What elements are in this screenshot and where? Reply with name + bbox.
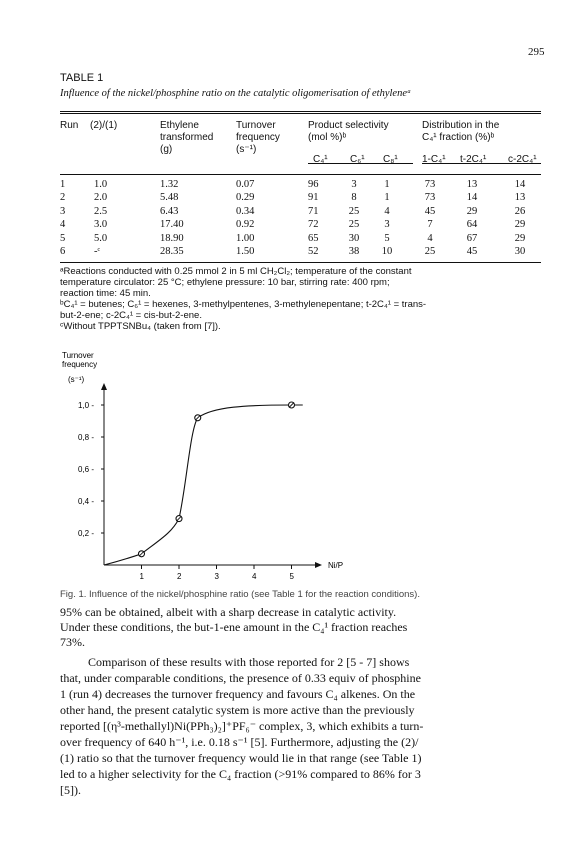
body-line: 1 (run 4) decreases the turnover frequency and favours C₄ alkenes. On the	[60, 687, 416, 701]
table-header-rule	[60, 174, 541, 175]
table-cell: 52	[308, 246, 319, 257]
y-axis-label-1: Turnover	[62, 351, 94, 360]
table-cell: 25	[348, 205, 360, 217]
table-cell: 29	[514, 219, 526, 231]
table-cell: 3	[384, 219, 390, 231]
table-cell: 71	[308, 205, 319, 217]
table-cell: 25	[424, 246, 436, 257]
subheader-t2c4: t-2C₄¹	[460, 154, 487, 165]
footnote-line: temperature circulator: 25 °C; ethylene pressure: 10 bar, stirring rate: 400 rpm;	[60, 277, 390, 288]
table-top-rule	[60, 111, 541, 112]
table-cell: 91	[308, 192, 319, 204]
y-axis-label-2: frequency	[62, 360, 98, 369]
table-cell: 72	[308, 219, 319, 231]
header-turnover-1: Turnover	[236, 120, 276, 131]
header-distribution-1: Distribution in the	[422, 120, 500, 131]
y-tick-label: 1,0 -	[78, 401, 95, 410]
table-cell: 1.00	[236, 232, 255, 244]
table-cell: 45	[424, 205, 436, 217]
body-line: 73%.	[60, 635, 85, 649]
table-cell: 26	[514, 205, 526, 217]
header-ethylene-1: Ethylene	[160, 120, 199, 131]
figure-caption: Fig. 1. Influence of the nickel/phosphine ratio (see Table 1 for the reaction conditions).	[60, 589, 420, 600]
x-tick-label: 5	[289, 572, 294, 581]
table-cell: 0.07	[236, 179, 255, 190]
table-cell: 3	[60, 205, 66, 217]
table-cell: 25	[348, 219, 360, 231]
table-cell: 4	[427, 232, 433, 244]
table-caption: Influence of the nickel/phosphine ratio on the catalytic oligomerisation of ethyleneᵃ	[60, 88, 412, 99]
body-line: 95% can be obtained, albeit with a sharp decrease in catalytic activity.	[60, 605, 397, 619]
table-cell: 1.0	[94, 179, 108, 190]
table-cell: 30	[514, 246, 526, 257]
y-axis-label-3: (s⁻¹)	[68, 375, 85, 384]
table-cell: 65	[308, 232, 319, 244]
table-cell: 2	[60, 192, 66, 204]
header-product-1: Product selectivity	[308, 120, 389, 131]
turnover-chart	[0, 345, 576, 585]
table-top-rule-2	[60, 113, 541, 114]
table-cell: 14	[466, 192, 478, 204]
table-cell: 5	[384, 232, 390, 244]
page-number: 295	[528, 46, 545, 58]
table-cell: 17.40	[160, 219, 184, 231]
y-tick-label: 0,2 -	[78, 529, 95, 538]
table-cell: 8	[351, 192, 357, 204]
subheader-c6: C₆¹	[350, 154, 365, 165]
table-bottom-rule	[60, 262, 541, 263]
body-line: led to a higher selectivity for the C₄ fraction (>91% compared to 86% for 3	[60, 767, 421, 781]
table-cell: 6.43	[160, 205, 179, 217]
y-tick-label: 0,6 -	[78, 465, 95, 474]
x-tick-label: 4	[252, 572, 257, 581]
table-cell: 7	[427, 219, 433, 231]
header-ratio: (2)/(1)	[90, 120, 118, 131]
y-tick-label: 0,8 -	[78, 433, 95, 442]
header-ethylene-2: transformed	[160, 132, 214, 143]
series-curve	[104, 405, 303, 565]
table-cell: 1.32	[160, 179, 179, 190]
table-cell: 0.92	[236, 219, 255, 231]
footnote-line: reaction time: 45 min.	[60, 288, 151, 299]
x-axis-label: Ni/P	[328, 561, 344, 570]
body-line: [5]).	[60, 783, 81, 797]
x-tick-label: 1	[139, 572, 144, 581]
data-points	[139, 402, 295, 557]
x-tick-label: 2	[177, 572, 182, 581]
table-cell: 5.0	[94, 232, 108, 244]
table-cell: 45	[466, 246, 478, 257]
table-cell: 5	[60, 232, 66, 244]
body-line: Under these conditions, the but-1-ene amount in the C₄¹ fraction reaches	[60, 620, 408, 634]
x-tick-label: 3	[214, 572, 219, 581]
header-distribution-2: C₄¹ fraction (%)ᵇ	[422, 132, 495, 143]
table-cell: 30	[348, 232, 360, 244]
table-cell: 0.34	[236, 205, 255, 217]
table-cell: 29	[466, 205, 478, 217]
footnote-line: ᵃReactions conducted with 0.25 mmol 2 in 5 ml CH₂Cl₂; temperature of the constant	[60, 266, 412, 277]
table-cell: 3.0	[94, 219, 108, 231]
body-line: that, under comparable conditions, the presence of 0.33 equiv of phosphine	[60, 671, 421, 685]
table-cell: 13	[514, 192, 526, 204]
table-cell: 73	[424, 192, 436, 204]
table-cell: 4	[60, 219, 66, 231]
subheader-1c4: 1-C₄¹	[422, 154, 446, 165]
axis-ticks	[78, 401, 295, 581]
footnote-line: ᶜWithout TPPTSNBu₄ (taken from [7]).	[60, 321, 221, 332]
subheader-c2c4: c-2C₄¹	[508, 154, 537, 165]
y-axis-arrow	[101, 383, 107, 390]
table-cell: 2.0	[94, 192, 108, 204]
footnote-line: but-2-ene; c-2C₄¹ = cis-but-2-ene.	[60, 310, 202, 321]
header-run: Run	[60, 120, 79, 131]
table-cell: 38	[348, 246, 360, 257]
x-axis-arrow	[315, 562, 322, 568]
y-tick-label: 0,4 -	[78, 497, 95, 506]
body-line: Comparison of these results with those reported for 2 [5 - 7] shows	[88, 655, 410, 669]
table-label: TABLE 1	[60, 72, 104, 84]
header-ethylene-3: (g)	[160, 144, 173, 155]
footnote-line: ᵇC₄¹ = butenes; C₆¹ = hexenes, 3-methylpentenes, 3-methylenepentane; t-2C₄¹ = trans-	[60, 299, 427, 310]
table-cell: 96	[308, 179, 319, 190]
table-cell: 14	[514, 179, 526, 190]
table-cell: 64	[466, 219, 478, 231]
table-cell: 18.90	[160, 232, 184, 244]
table-cell: 10	[381, 246, 393, 257]
table-cell: 67	[466, 232, 478, 244]
table-cell: 0.29	[236, 192, 255, 204]
table-cell: 4	[384, 205, 390, 217]
table-cell: 2.5	[94, 205, 108, 217]
table-cell: 6	[60, 246, 66, 257]
table-cell: 1.50	[236, 246, 255, 257]
table-cell: 29	[514, 232, 526, 244]
body-line: over frequency of 640 h⁻¹, i.e. 0.18 s⁻¹ [5]. Furthermore, adjusting the (2)/	[60, 735, 419, 749]
body-line: reported [(η³-methallyl)Ni(PPh₃)₂]⁺PF₆⁻ complex, 3, which exhibits a turn-	[60, 719, 424, 733]
header-turnover-2: frequency	[236, 132, 280, 143]
table-cell: 1	[384, 179, 390, 190]
body-line: (1) ratio so that the turnover frequency would lie in that range (see Table 1)	[60, 751, 422, 765]
header-turnover-3: (s⁻¹)	[236, 144, 257, 155]
table-cell: 1	[384, 192, 390, 204]
table-cell: 13	[466, 179, 478, 190]
table-cell: 73	[424, 179, 436, 190]
subheader-c4: C₄¹	[313, 154, 328, 165]
table-cell: 1	[60, 179, 66, 190]
table-cell: 28.35	[160, 246, 184, 257]
header-product-2: (mol %)ᵇ	[308, 132, 347, 143]
body-line: other hand, the present catalytic system is more active than the previously	[60, 703, 415, 717]
subheader-c8: C₈¹	[383, 154, 398, 165]
table-cell: 3	[351, 179, 357, 190]
table-cell: -ᶜ	[94, 246, 101, 257]
table-cell: 5.48	[160, 192, 179, 204]
